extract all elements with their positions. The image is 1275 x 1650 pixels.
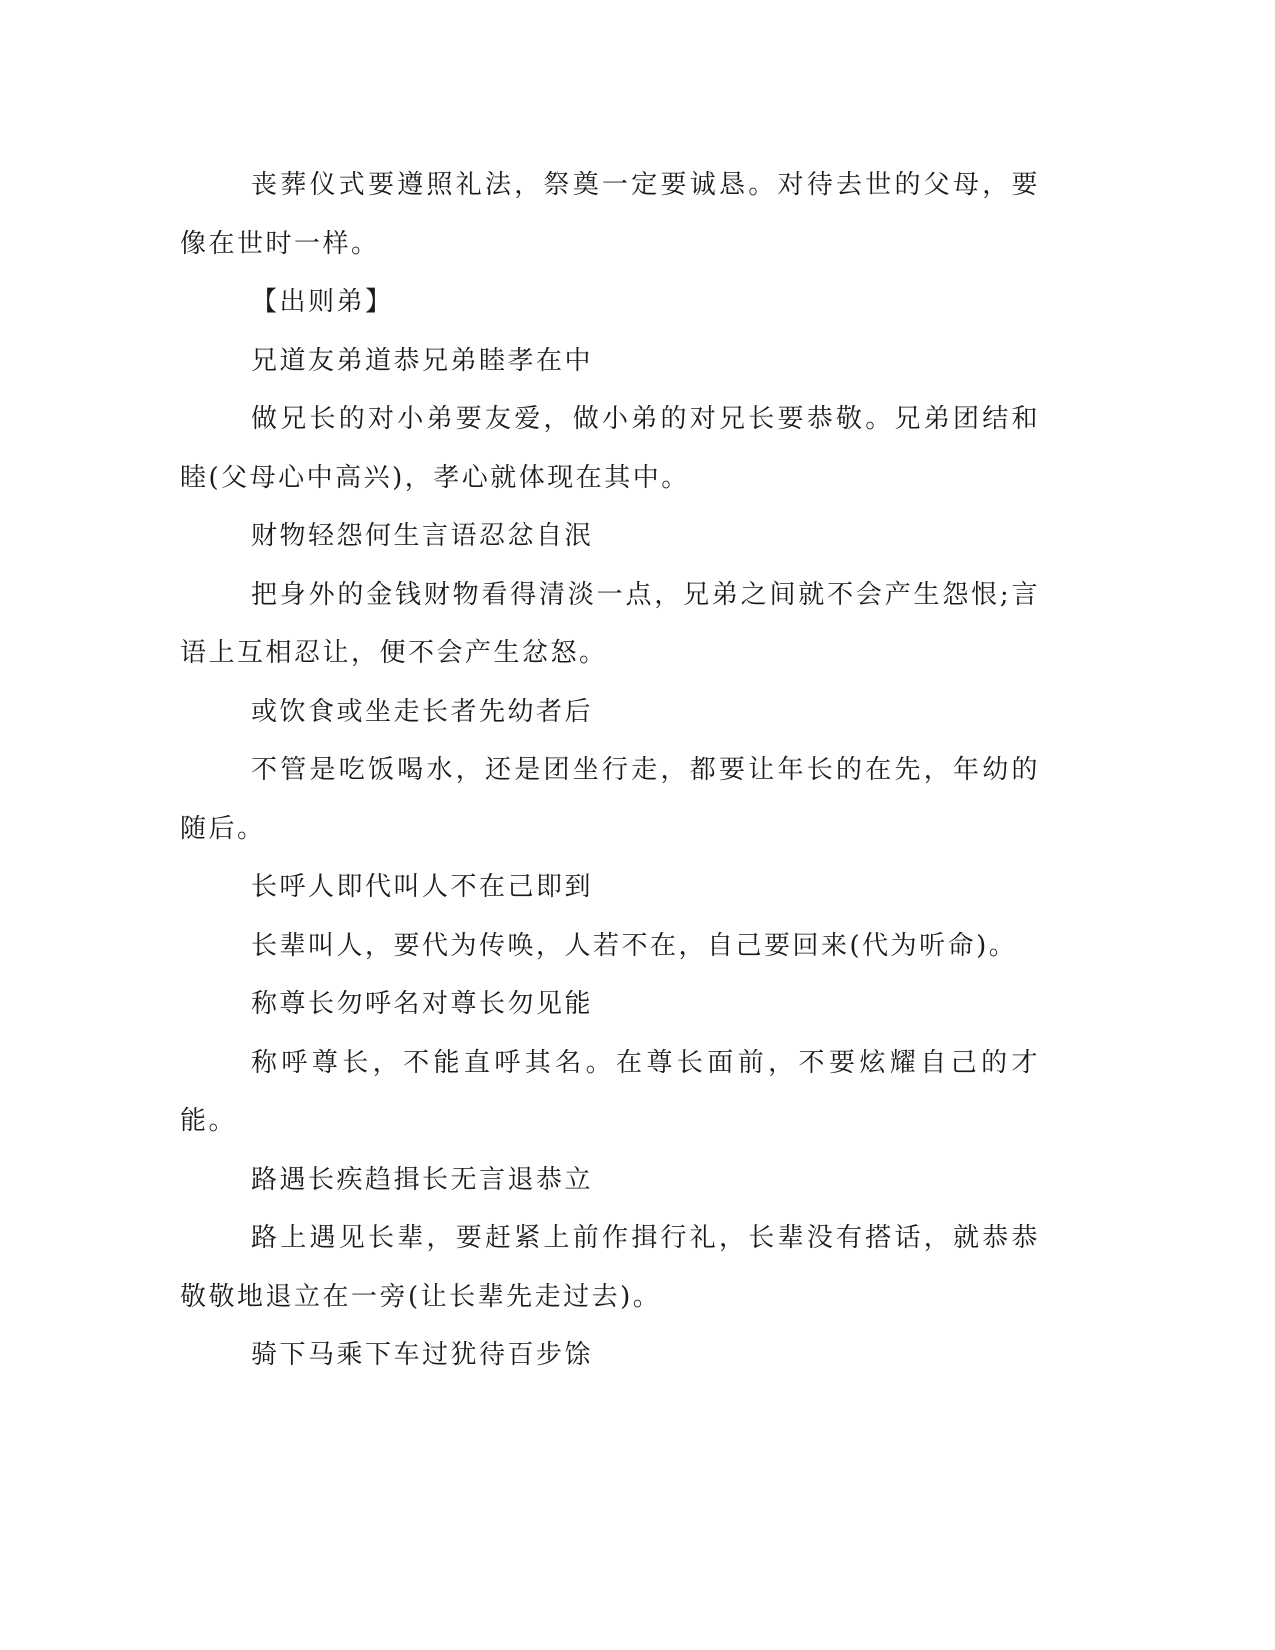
verse-line: 或饮食或坐走长者先幼者后 xyxy=(251,696,594,727)
verse-explanation: 做兄长的对小弟要友爱，做小弟的对兄长要恭敬。兄弟团结和睦(父母心中高兴)，孝心就体现在其中。 xyxy=(180,404,1040,493)
verse-explanation: 路上遇见长辈，要赶紧上前作揖行礼，长辈没有搭话，就恭恭敬敬地退立在一旁(让长辈先走过去)。 xyxy=(180,1223,1040,1312)
document-body xyxy=(180,156,1040,1385)
verse-line: 骑下马乘下车过犹待百步馀 xyxy=(251,1340,594,1370)
paragraph-funeral-rites: 丧葬仪式要遵照礼法，祭奠一定要诚恳。对待去世的父母，要像在世时一样。 xyxy=(180,170,1040,259)
section-heading-chuzedi: 【出则弟】 xyxy=(251,287,394,317)
verse-line: 路遇长疾趋揖长无言退恭立 xyxy=(251,1164,594,1195)
verse-line: 称尊长勿呼名对尊长勿见能 xyxy=(251,989,594,1019)
verse-line: 财物轻怨何生言语忍忿自泯 xyxy=(251,521,594,551)
verse-line: 兄道友弟道恭兄弟睦孝在中 xyxy=(251,345,594,376)
verse-explanation: 长辈叫人，要代为传唤，人若不在，自己要回来(代为听命)。 xyxy=(251,930,1018,961)
verse-explanation: 不管是吃饭喝水，还是团坐行走，都要让年长的在先，年幼的随后。 xyxy=(180,755,1040,844)
verse-line: 长呼人即代叫人不在己即到 xyxy=(251,872,594,902)
verse-explanation: 把身外的金钱财物看得清淡一点，兄弟之间就不会产生怨恨;言语上互相忍让，便不会产生忿怒。 xyxy=(180,579,1040,668)
verse-explanation: 称呼尊长，不能直呼其名。在尊长面前，不要炫耀自己的才能。 xyxy=(180,1047,1040,1136)
